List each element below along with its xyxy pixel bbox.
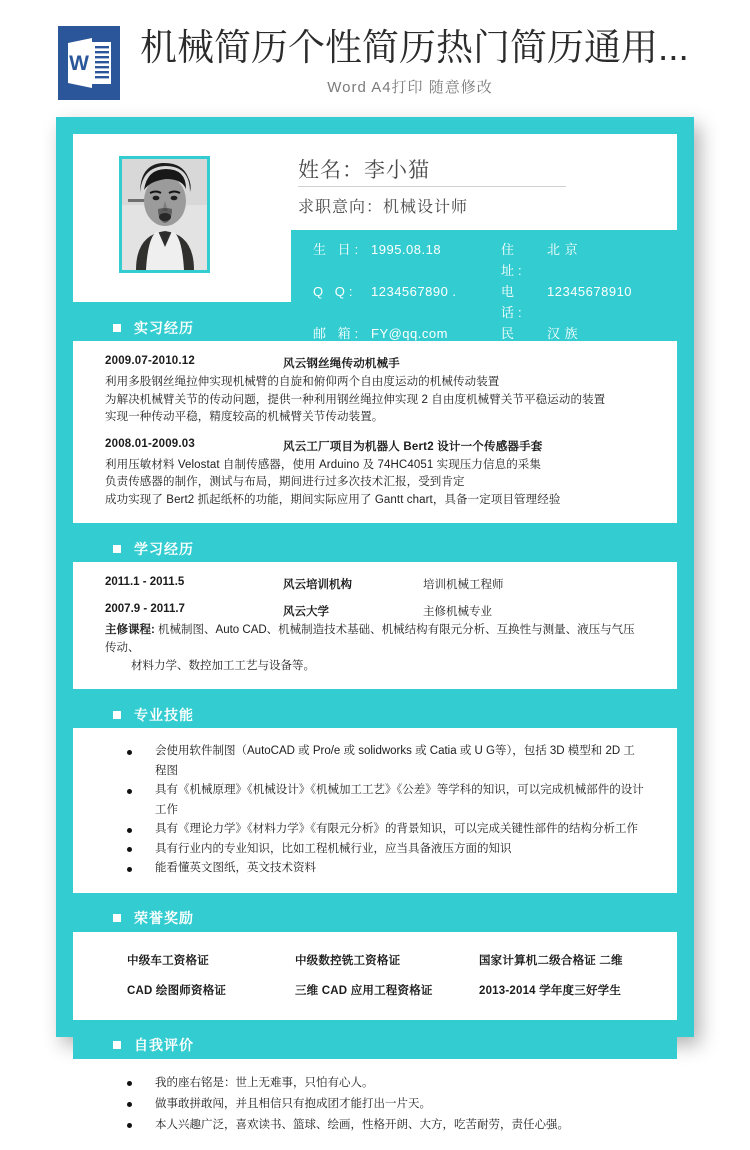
square-bullet-icon xyxy=(113,1041,121,1049)
education-role: 主修机械专业 xyxy=(423,606,492,618)
experience-line: 负责传感器的制作，测试与布局，期间进行过多次技术汇报，受到肯定 xyxy=(105,476,465,488)
section-body-honors xyxy=(73,932,677,1020)
name-divider xyxy=(298,186,566,187)
skills-list xyxy=(105,742,645,879)
education-role: 培训机械工程师 xyxy=(423,579,504,591)
square-bullet-icon xyxy=(113,914,121,922)
ethnicity-value: 汉 族 xyxy=(547,326,579,341)
courses-line-2: 材料力学、数控加工工艺与设备等。 xyxy=(131,660,315,672)
banner-title: 机械简历个性简历热门简历通用... xyxy=(140,27,689,68)
education-spacer xyxy=(105,594,645,603)
qq-value: 1234567890 . xyxy=(371,284,457,299)
contact-info-block xyxy=(291,230,677,362)
email-value: FY@qq.com xyxy=(371,326,448,341)
honor-item: 中级车工资格证 xyxy=(127,954,209,967)
phone-label: 电 话: xyxy=(501,284,526,320)
address-label: 住 址: xyxy=(501,242,526,278)
banner-subtitle: Word A4打印 随意修改 xyxy=(327,79,493,96)
section-body-education xyxy=(73,562,677,689)
section-title: 学习经历 xyxy=(134,540,194,557)
education-row xyxy=(105,603,645,619)
top-banner xyxy=(0,0,750,112)
list-item: 会使用软件制图（AutoCAD 或 Pro/e 或 solidworks 或 Catia 或 U G等），包括 3D 模型和 2D 工程图 xyxy=(127,742,645,781)
education-org: 风云大学 xyxy=(283,606,329,618)
square-bullet-icon xyxy=(113,711,121,719)
experience-heading xyxy=(105,438,645,454)
experience-line: 成功实现了 Bert2 抓起纸杯的功能，期间实际应用了 Gantt chart，具备一定项目管理经验 xyxy=(105,493,561,506)
email-label: 邮 箱: xyxy=(313,326,363,341)
list-item: 我的座右铭是：世上无难事，只怕有心人。 xyxy=(127,1073,645,1094)
square-bullet-icon xyxy=(113,545,121,553)
section-spacer xyxy=(73,893,677,905)
list-item: 能看懂英文图纸，英文技术资料 xyxy=(127,859,645,879)
experience-line: 为解决机械臂关节的传动问题，提供一种利用钢丝绳拉伸实现 2 自由度机械臂关节平稳运动的装置 xyxy=(105,393,606,406)
section-body-self-evaluation xyxy=(73,1059,677,1150)
honor-item: 国家计算机二级合格证 二维 xyxy=(478,954,623,967)
section-spacer xyxy=(73,1020,677,1032)
honors-grid xyxy=(105,946,645,1006)
experience-title: 风云钢丝绳传动机械手 xyxy=(283,358,400,370)
experience-item xyxy=(105,355,645,427)
list-item: 具有《理论力学》《材料力学》《有限元分析》的背景知识，可以完成关键性部件的结构分析工作 xyxy=(127,820,645,840)
honor-item: 中级数控铣工资格证 xyxy=(294,954,401,967)
profile-photo xyxy=(119,156,210,273)
self-evaluation-list xyxy=(105,1073,645,1136)
section-body-skills xyxy=(73,728,677,893)
section-header-skills xyxy=(73,701,677,728)
honor-item: 2013-2014 学年度三好学生 xyxy=(478,984,622,997)
education-date: 2011.1 - 2011.5 xyxy=(105,576,185,588)
section-header-education xyxy=(73,535,677,562)
section-title: 自我评价 xyxy=(134,1037,194,1053)
qq-label: Q Q: xyxy=(313,284,357,299)
contact-row xyxy=(313,323,677,365)
courses-label: 主修课程: xyxy=(105,624,155,636)
section-header-self-evaluation xyxy=(73,1032,677,1059)
list-item: 具有行业内的专业知识，比如工程机械行业，应当具备液压方面的知识 xyxy=(127,840,645,860)
honor-item: CAD 绘图师资格证 xyxy=(127,984,227,997)
experience-title: 风云工厂项目为机器人 Bert2 设计一个传感器手套 xyxy=(283,440,543,453)
experience-line: 利用多股钢丝绳拉伸实现机械臂的自旋和俯仰两个自由度运动的机械传动装置 xyxy=(105,376,500,388)
experience-line: 利用压敏材料 Velostat 自制传感器，使用 Arduino 及 74HC4051 实现压力信息的采集 xyxy=(105,458,542,471)
section-spacer xyxy=(73,523,677,535)
experience-date: 2008.01-2009.03 xyxy=(105,437,195,450)
experience-date: 2009.07-2010.12 xyxy=(105,355,195,367)
phone-value: 12345678910 xyxy=(547,284,633,299)
contact-row xyxy=(313,281,677,323)
birthday-label: 生 日: xyxy=(313,242,363,257)
courses-line-1: 机械制图、Auto CAD、机械制造技术基础、机械结构有限元分析、互换性与测量、液压与气压传动、 xyxy=(105,624,635,654)
svg-text:W: W xyxy=(69,52,89,75)
education-org: 风云培训机构 xyxy=(283,579,352,591)
candidate-name: 姓名：李小猫 xyxy=(298,159,430,182)
resume-sheet xyxy=(56,117,694,1131)
section-title: 实习经历 xyxy=(134,319,194,336)
section-spacer xyxy=(73,689,677,701)
section-body-internship xyxy=(73,341,677,523)
section-header-honors xyxy=(73,905,677,932)
education-row xyxy=(105,576,645,592)
list-item: 本人兴趣广泛，喜欢读书、篮球、绘画，性格开朗、大方，吃苦耐劳，责任心强。 xyxy=(127,1115,645,1136)
list-item: 做事敢拼敢闯，并且相信只有抱成团才能打出一片天。 xyxy=(127,1094,645,1115)
square-bullet-icon xyxy=(113,324,121,332)
word-document-icon xyxy=(58,26,120,100)
experience-item xyxy=(105,438,645,510)
section-title: 荣誉奖励 xyxy=(134,910,194,926)
ethnicity-label: 民 族: xyxy=(501,326,526,362)
resume-inner xyxy=(73,134,677,1131)
job-objective: 求职意向：机械设计师 xyxy=(298,199,469,216)
address-value: 北 京 xyxy=(547,242,579,257)
birthday-value: 1995.08.18 xyxy=(371,242,442,257)
contact-row xyxy=(313,239,677,281)
education-date: 2007.9 - 2011.7 xyxy=(105,603,185,615)
list-item: 具有《机械原理》《机械设计》《机械加工工艺》《公差》等学科的知识，可以完成机械部件的设计工作 xyxy=(127,781,645,820)
education-courses xyxy=(105,621,645,675)
section-title: 专业技能 xyxy=(134,706,194,723)
honor-item: 三维 CAD 应用工程资格证 xyxy=(294,984,433,997)
experience-line: 实现一种传动平稳，精度较高的机械臂关节传动装置。 xyxy=(105,411,384,423)
